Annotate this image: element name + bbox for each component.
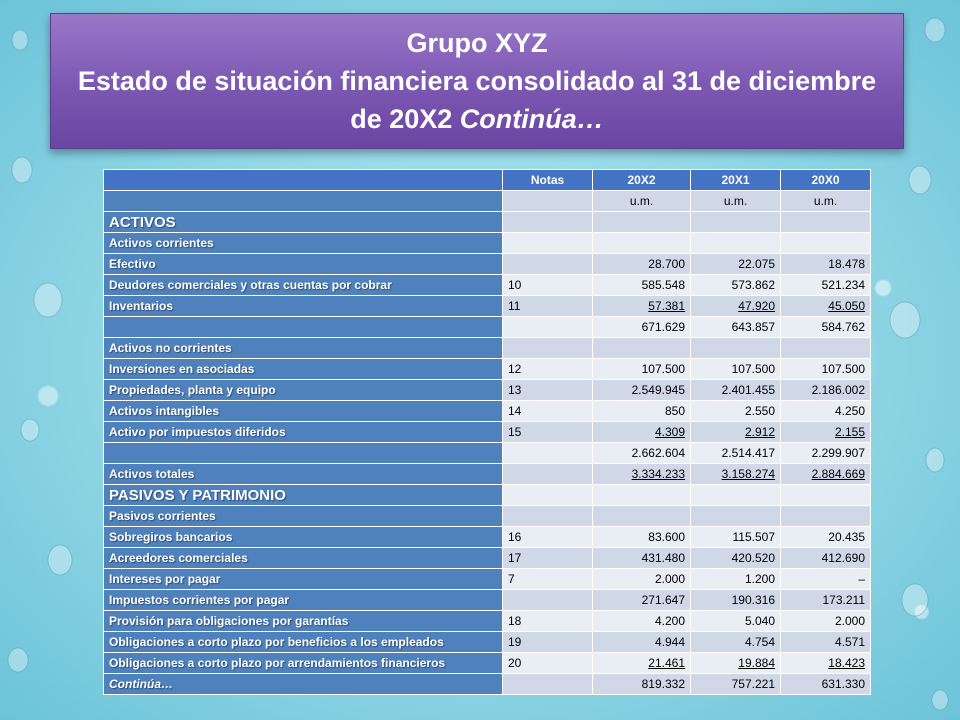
row-label: Activos intangibles — [104, 401, 503, 422]
value-text: 757.221 — [731, 677, 775, 691]
value-text: 47.920 — [738, 299, 775, 313]
value-text: 2.549.945 — [631, 383, 685, 397]
value-cell-v0 — [781, 254, 871, 275]
value-text: 420.520 — [731, 551, 775, 565]
row-label: ACTIVOS — [104, 212, 503, 233]
value-text: 2.514.417 — [721, 446, 775, 460]
value-text: 19.884 — [738, 656, 775, 670]
value-cell-v0 — [781, 464, 871, 485]
value-cell-v1 — [691, 569, 781, 590]
value-cell-v2 — [593, 527, 691, 548]
row-note: 16 — [503, 527, 593, 548]
value-cell-v1 — [691, 338, 781, 359]
value-text: 45.050 — [828, 299, 865, 313]
row-label — [104, 443, 503, 464]
row-label: Provisión para obligaciones por garantías — [104, 611, 503, 632]
table-row — [104, 569, 871, 590]
table-row — [104, 317, 871, 338]
row-note: 18 — [503, 611, 593, 632]
units-cell — [104, 191, 503, 212]
row-label: Obligaciones a corto plazo por arrendamientos financieros — [104, 653, 503, 674]
units-row — [104, 191, 871, 212]
value-cell-v2 — [593, 611, 691, 632]
row-note — [503, 485, 593, 506]
value-cell-v0 — [781, 506, 871, 527]
value-cell-v1 — [691, 254, 781, 275]
row-note: 12 — [503, 359, 593, 380]
row-label: Inversiones en asociadas — [104, 359, 503, 380]
value-cell-v2 — [593, 569, 691, 590]
value-text: 28.700 — [648, 257, 685, 271]
header-cell: Notas — [503, 170, 593, 191]
value-cell-v2 — [593, 632, 691, 653]
value-text: 2.662.604 — [631, 446, 685, 460]
row-note: 7 — [503, 569, 593, 590]
value-cell-v1 — [691, 464, 781, 485]
value-text: 643.857 — [731, 320, 775, 334]
row-note — [503, 464, 593, 485]
row-label: Intereses por pagar — [104, 569, 503, 590]
value-text: 850 — [664, 404, 685, 418]
value-text: 18.423 — [828, 656, 865, 670]
value-text: 2.884.669 — [811, 467, 865, 481]
value-text: 4.250 — [834, 404, 865, 418]
value-cell-v0 — [781, 380, 871, 401]
value-text: 107.500 — [821, 362, 865, 376]
row-label: Deudores comerciales y otras cuentas por cobrar — [104, 275, 503, 296]
value-text: 190.316 — [731, 593, 775, 607]
value-text: 819.332 — [641, 677, 685, 691]
value-cell-v2 — [593, 464, 691, 485]
row-label: Impuestos corrientes por pagar — [104, 590, 503, 611]
value-text: 631.330 — [821, 677, 865, 691]
value-text: 83.600 — [648, 530, 685, 544]
value-text: 271.647 — [641, 593, 685, 607]
value-cell-v2 — [593, 401, 691, 422]
table-row — [104, 212, 871, 233]
table-header-row — [104, 170, 871, 191]
header-cell — [104, 170, 503, 191]
value-cell-v0 — [781, 527, 871, 548]
value-text: 2.186.002 — [811, 383, 865, 397]
value-cell-v0 — [781, 338, 871, 359]
table-row — [104, 380, 871, 401]
row-note: 15 — [503, 422, 593, 443]
value-text: 3.334.233 — [631, 467, 685, 481]
value-text: 584.762 — [821, 320, 865, 334]
value-cell-v0 — [781, 296, 871, 317]
value-cell-v0 — [781, 548, 871, 569]
value-text: 671.629 — [641, 320, 685, 334]
value-text: 4.944 — [654, 635, 685, 649]
value-text: 2.000 — [654, 572, 685, 586]
value-cell-v2 — [593, 254, 691, 275]
row-label: Obligaciones a corto plazo por beneficios a los empleados — [104, 632, 503, 653]
value-text: 3.158.274 — [721, 467, 775, 481]
value-text: – — [858, 572, 865, 586]
row-label: PASIVOS Y PATRIMONIO — [104, 485, 503, 506]
table-row — [104, 674, 871, 695]
value-text: 18.478 — [828, 257, 865, 271]
row-label: Sobregiros bancarios — [104, 527, 503, 548]
balance-sheet-table — [103, 169, 871, 695]
value-cell-v1 — [691, 674, 781, 695]
row-note: 13 — [503, 380, 593, 401]
row-note — [503, 233, 593, 254]
value-text: 431.480 — [641, 551, 685, 565]
header-cell: 20X1 — [691, 170, 781, 191]
row-label: Continúa… — [104, 674, 503, 695]
value-cell-v2 — [593, 485, 691, 506]
title-company: Grupo XYZ — [406, 28, 548, 58]
row-label: Inventarios — [104, 296, 503, 317]
units-cell: u.m. — [691, 191, 781, 212]
value-cell-v2 — [593, 212, 691, 233]
value-text: 4.571 — [834, 635, 865, 649]
row-label: Acreedores comerciales — [104, 548, 503, 569]
value-cell-v2 — [593, 275, 691, 296]
value-cell-v0 — [781, 233, 871, 254]
value-cell-v0 — [781, 653, 871, 674]
value-cell-v2 — [593, 590, 691, 611]
table-row — [104, 254, 871, 275]
row-label — [104, 317, 503, 338]
value-cell-v1 — [691, 485, 781, 506]
value-cell-v1 — [691, 359, 781, 380]
row-label: Activo por impuestos diferidos — [104, 422, 503, 443]
table-row — [104, 359, 871, 380]
units-cell: u.m. — [593, 191, 691, 212]
slide-title — [50, 13, 904, 149]
title-date: de 20X2 — [350, 104, 453, 134]
value-cell-v1 — [691, 527, 781, 548]
value-text: 2.401.455 — [721, 383, 775, 397]
table-row — [104, 590, 871, 611]
table-row — [104, 443, 871, 464]
table-row — [104, 296, 871, 317]
table-row — [104, 527, 871, 548]
value-cell-v0 — [781, 317, 871, 338]
value-cell-v1 — [691, 401, 781, 422]
value-cell-v2 — [593, 317, 691, 338]
title-statement: Estado de situación financiera consolidado al 31 de diciembre — [77, 66, 877, 96]
value-cell-v1 — [691, 422, 781, 443]
value-text: 2.550 — [744, 404, 775, 418]
value-cell-v2 — [593, 443, 691, 464]
header-cell: 20X0 — [781, 170, 871, 191]
row-note — [503, 443, 593, 464]
value-cell-v0 — [781, 359, 871, 380]
value-text: 585.548 — [641, 278, 685, 292]
value-text: 5.040 — [744, 614, 775, 628]
row-note — [503, 317, 593, 338]
value-cell-v0 — [781, 611, 871, 632]
value-text: 1.200 — [744, 572, 775, 586]
value-cell-v2 — [593, 506, 691, 527]
value-cell-v0 — [781, 212, 871, 233]
row-label: Activos no corrientes — [104, 338, 503, 359]
value-cell-v1 — [691, 212, 781, 233]
row-note: 20 — [503, 653, 593, 674]
table-row — [104, 275, 871, 296]
row-note — [503, 338, 593, 359]
row-note: 19 — [503, 632, 593, 653]
value-cell-v2 — [593, 548, 691, 569]
table-row — [104, 611, 871, 632]
units-cell: u.m. — [781, 191, 871, 212]
value-text: 21.461 — [648, 656, 685, 670]
table-row — [104, 548, 871, 569]
value-text: 173.211 — [822, 593, 865, 607]
value-text: 2.000 — [834, 614, 865, 628]
value-text: 2.155 — [834, 425, 865, 439]
value-cell-v0 — [781, 485, 871, 506]
value-text: 115.507 — [732, 530, 775, 544]
table-row — [104, 401, 871, 422]
table-row — [104, 632, 871, 653]
value-cell-v1 — [691, 317, 781, 338]
value-text: 573.862 — [731, 278, 775, 292]
row-note — [503, 254, 593, 275]
value-cell-v2 — [593, 359, 691, 380]
row-note — [503, 506, 593, 527]
table-row — [104, 506, 871, 527]
row-note: 11 — [503, 296, 593, 317]
value-text: 2.912 — [744, 425, 775, 439]
value-cell-v1 — [691, 380, 781, 401]
title-continues: Continúa… — [459, 104, 604, 134]
value-text: 521.234 — [821, 278, 865, 292]
value-cell-v1 — [691, 443, 781, 464]
row-label: Activos totales — [104, 464, 503, 485]
value-cell-v0 — [781, 632, 871, 653]
value-text: 2.299.907 — [811, 446, 865, 460]
value-cell-v1 — [691, 548, 781, 569]
table-row — [104, 233, 871, 254]
value-text: 107.500 — [731, 362, 775, 376]
value-cell-v2 — [593, 233, 691, 254]
table-row — [104, 464, 871, 485]
value-cell-v1 — [691, 506, 781, 527]
value-text: 412.690 — [821, 551, 865, 565]
value-cell-v2 — [593, 653, 691, 674]
table-row — [104, 422, 871, 443]
value-cell-v0 — [781, 569, 871, 590]
value-cell-v1 — [691, 296, 781, 317]
value-text: 4.309 — [654, 425, 685, 439]
table-row — [104, 653, 871, 674]
value-cell-v1 — [691, 233, 781, 254]
value-text: 4.200 — [654, 614, 685, 628]
value-cell-v0 — [781, 275, 871, 296]
row-label: Efectivo — [104, 254, 503, 275]
value-text: 20.435 — [828, 530, 865, 544]
value-text: 107.500 — [641, 362, 685, 376]
header-cell: 20X2 — [593, 170, 691, 191]
value-cell-v0 — [781, 443, 871, 464]
value-cell-v1 — [691, 653, 781, 674]
value-cell-v0 — [781, 422, 871, 443]
title-date-line — [51, 100, 903, 138]
value-cell-v2 — [593, 338, 691, 359]
value-cell-v0 — [781, 674, 871, 695]
row-note: 17 — [503, 548, 593, 569]
table-row — [104, 338, 871, 359]
value-text: 57.381 — [648, 299, 685, 313]
row-label: Pasivos corrientes — [104, 506, 503, 527]
value-cell-v2 — [593, 296, 691, 317]
row-note — [503, 590, 593, 611]
value-cell-v2 — [593, 422, 691, 443]
row-note: 14 — [503, 401, 593, 422]
value-text: 4.754 — [744, 635, 775, 649]
row-note: 10 — [503, 275, 593, 296]
value-cell-v1 — [691, 590, 781, 611]
value-cell-v0 — [781, 590, 871, 611]
value-cell-v2 — [593, 380, 691, 401]
units-cell — [503, 191, 593, 212]
value-cell-v1 — [691, 611, 781, 632]
value-cell-v1 — [691, 632, 781, 653]
value-cell-v0 — [781, 401, 871, 422]
table-row — [104, 485, 871, 506]
value-cell-v2 — [593, 674, 691, 695]
row-label: Propiedades, planta y equipo — [104, 380, 503, 401]
row-note — [503, 212, 593, 233]
value-cell-v1 — [691, 275, 781, 296]
row-label: Activos corrientes — [104, 233, 503, 254]
row-note — [503, 674, 593, 695]
value-text: 22.075 — [738, 257, 775, 271]
